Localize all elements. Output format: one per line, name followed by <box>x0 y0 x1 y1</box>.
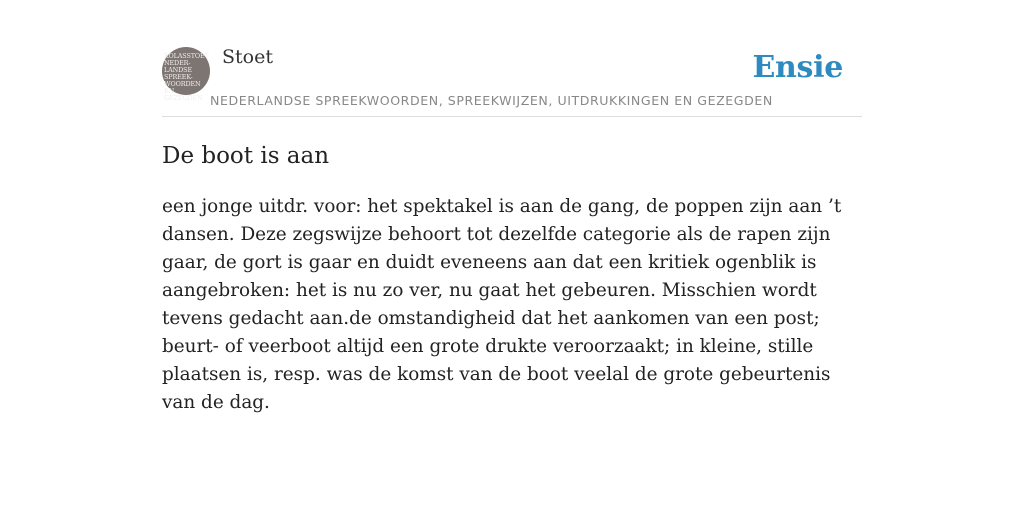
entry-header <box>162 40 862 117</box>
entry-card <box>162 40 862 417</box>
source-subtitle[interactable]: NEDERLANDSE SPREEKWOORDEN, SPREEKWIJZEN, UITDRUKKINGEN EN GEZEGDEN <box>210 93 773 108</box>
avatar-cover-text: KOLASSTOET NEDER- LANDSE SPREEK- WOORDEN EN GEZEGDEN <box>164 52 209 102</box>
source-author[interactable]: Stoet <box>222 46 273 68</box>
source-avatar[interactable] <box>162 47 210 102</box>
ensie-logo[interactable]: Ensie <box>752 50 843 85</box>
entry-title: De boot is aan <box>162 143 330 169</box>
entry-definition: een jonge uitdr. voor: het spektakel is aan de gang, de poppen zijn aan ’t dansen. Deze zegswijze behoort tot dezelfde categorie als de rapen zijn gaar, de gort is gaar en duidt eveneens aan dat een kritiek ogenblik is aangebroken: het is nu zo ver, nu gaat het gebeuren. Misschien wordt tevens gedacht aan.de omstandigheid dat het aankomen van een post; beurt- of veerboot altijd een grote drukte veroorzaakt; in kleine, stille plaatsen is, resp. was de komst van de boot veelal de grote gebeurtenis van de dag. <box>162 196 842 413</box>
